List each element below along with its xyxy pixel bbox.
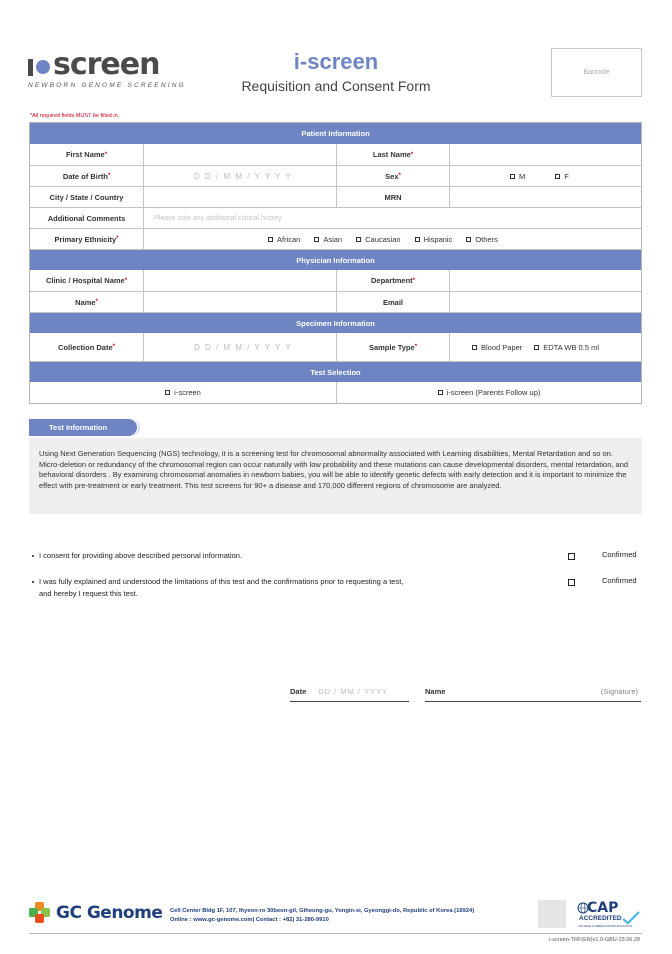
section-physician-information: Physician Information — [30, 249, 641, 270]
consent-1-checkbox[interactable] — [568, 553, 575, 560]
sex-label: Sex * — [336, 166, 449, 186]
section-patient-information: Patient Information — [30, 123, 641, 144]
comments-field[interactable] — [143, 208, 641, 228]
signature-date-label: Date — [290, 687, 307, 696]
mrn-label: MRN — [336, 187, 449, 207]
clinic-label: Clinic / Hospital Name * — [45, 276, 128, 285]
ethnicity-hispanic[interactable]: Hispanic — [415, 235, 453, 244]
signature-date-placeholder: DD / MM / YYYY — [318, 687, 388, 696]
checkbox-icon[interactable] — [534, 345, 539, 350]
gray-placeholder-box — [538, 900, 566, 928]
test-option-parents[interactable]: i-screen (Parents Follow up) — [336, 382, 641, 403]
collection-date-field[interactable] — [143, 333, 336, 361]
collection-date-placeholder: D D / M M / Y Y Y Y — [194, 342, 293, 352]
checkbox-icon[interactable] — [466, 237, 471, 242]
row-clinic — [30, 270, 641, 291]
gc-genome-wordmark: GC Genome — [56, 903, 163, 923]
checkbox-icon[interactable] — [268, 237, 273, 242]
department-label: Department * — [336, 270, 449, 291]
mrn-field[interactable] — [449, 187, 641, 207]
barcode-box — [551, 48, 642, 97]
logo-word-text: screen — [53, 47, 160, 82]
required-note: *All required fields MUST be filled in. — [30, 113, 120, 119]
checkbox-icon[interactable] — [314, 237, 319, 242]
page-title: i-screen — [293, 49, 379, 74]
consent-item-2: I was fully explained and understood the limitations of this test and the confirmations prior to requesting a test, and hereby I request this test. — [32, 576, 403, 599]
row-comments — [30, 207, 641, 228]
last-name-label: Last Name * — [336, 144, 449, 165]
first-name-field[interactable] — [143, 144, 336, 165]
checkbox-icon[interactable] — [510, 174, 515, 179]
ethnicity-african[interactable]: African — [268, 235, 300, 244]
checkbox-icon[interactable] — [438, 390, 443, 395]
ethnicity-caucasian[interactable]: Caucasian — [356, 235, 400, 244]
ethnicity-others[interactable]: Others — [466, 235, 498, 244]
signature-placeholder: (Signature) — [600, 687, 638, 696]
email-field[interactable] — [449, 292, 641, 312]
signature-name-label: Name — [425, 687, 446, 696]
consent-2-checkbox[interactable] — [568, 579, 575, 586]
test-information-text: Using Next Generation Sequencing (NGS) technology, it is a screening test for chromosomal abnormality associated with Learning disabilities, Mental Retardation and so on. Micro-deletion or redundancy of the chromosomal region can occur naturally with low probability and these mutations can cause developmental disorders, mental retardation, and behavioral disorders . By examining chromosomal anomalies in newborn babies, you will be able to identify genetic defects with early detection and it is important to minimize the effect with pre-treatment or early treatment. This test screens for 90+ a disease and 170,000 different regions of chromosome are analyzed. — [29, 438, 642, 514]
dob-placeholder: D D / M M / Y Y Y Y — [194, 171, 293, 181]
physician-name-field[interactable] — [143, 292, 336, 312]
consent-2-confirmed-label: Confirmed — [602, 576, 637, 585]
dob-field[interactable] — [143, 166, 336, 186]
checkbox-icon[interactable] — [415, 237, 420, 242]
sex-option-f[interactable]: F — [555, 172, 569, 181]
cap-accredited-logo: CAP ACCREDITED COLLEGE of AMERICAN PATHOLOGISTS — [577, 901, 639, 929]
sex-options — [449, 166, 641, 186]
sample-blood-paper[interactable]: Blood Paper — [472, 343, 522, 352]
physician-name-label: Name * — [75, 297, 98, 307]
website-link[interactable]: www.gc-genome.com — [193, 917, 253, 923]
last-name-field[interactable] — [449, 144, 641, 165]
footer-divider — [29, 933, 642, 934]
signature-name-field[interactable] — [425, 687, 641, 702]
checkbox-icon[interactable] — [356, 237, 361, 242]
checkbox-icon[interactable] — [472, 345, 477, 350]
barcode-label: Barcode — [583, 69, 610, 76]
city-label: City / State / Country — [49, 192, 124, 202]
consent-1-confirmed-label: Confirmed — [602, 550, 637, 559]
ethnicity-label: Primary Ethnicity * — [54, 234, 119, 244]
test-option-iscreen[interactable]: i-screen — [30, 382, 336, 403]
row-name — [30, 144, 641, 165]
collection-date-label: Collection Date * — [58, 342, 115, 352]
sample-type-label: Sample Type * — [336, 333, 449, 361]
row-specimen — [30, 333, 641, 361]
ethnicity-asian[interactable]: Asian — [314, 235, 342, 244]
email-label: Email — [336, 292, 449, 312]
comments-label: Additional Comments — [47, 213, 126, 223]
city-field[interactable] — [143, 187, 336, 207]
company-address: Cell Center Bldg 1F, 107, Ihyeon-ro 30beon-gil, Giheung-gu, Yongin-si, Gyeonggi-do, Republic of Korea (16924) Online : www.gc-genome.com| Contact : +82) 31-280-9910 — [170, 908, 475, 923]
gc-cross-icon — [29, 902, 51, 924]
row-ethnicity — [30, 228, 641, 249]
comments-placeholder: Please note any additional clinical history — [154, 214, 282, 222]
ethnicity-options — [143, 229, 641, 249]
dob-label: Date of Birth * — [62, 171, 111, 181]
signature-date-field[interactable] — [290, 687, 409, 702]
bullet-icon — [32, 581, 34, 583]
sample-edta[interactable]: EDTA WB 0.5 ml — [534, 343, 599, 352]
clinic-field[interactable] — [143, 270, 336, 291]
bullet-icon — [32, 555, 34, 557]
requisition-form — [29, 122, 642, 404]
checkmark-icon — [622, 911, 640, 925]
row-dob-sex — [30, 165, 641, 186]
row-test-selection — [30, 382, 641, 403]
logo-tagline: NEWBORN GENOME SCREENING — [28, 82, 186, 89]
checkbox-icon[interactable] — [165, 390, 170, 395]
section-test-selection: Test Selection — [30, 361, 641, 382]
test-information-tab: Test Information — [29, 419, 137, 436]
checkbox-icon[interactable] — [555, 174, 560, 179]
sex-option-m[interactable]: M — [510, 172, 525, 181]
row-city-mrn — [30, 186, 641, 207]
department-field[interactable] — [449, 270, 641, 291]
first-name-label: First Name * — [65, 150, 108, 159]
row-physician-name — [30, 291, 641, 312]
sample-type-options — [449, 333, 641, 361]
page-subtitle: Requisition and Consent Form — [241, 78, 431, 94]
form-code: i-screen-TRF(EN)v1.0-GBU-23.06.29 — [549, 937, 640, 943]
section-specimen-information: Specimen Information — [30, 312, 641, 333]
gc-genome-logo — [29, 902, 162, 924]
consent-item-1: I consent for providing above described personal information. — [32, 550, 242, 562]
